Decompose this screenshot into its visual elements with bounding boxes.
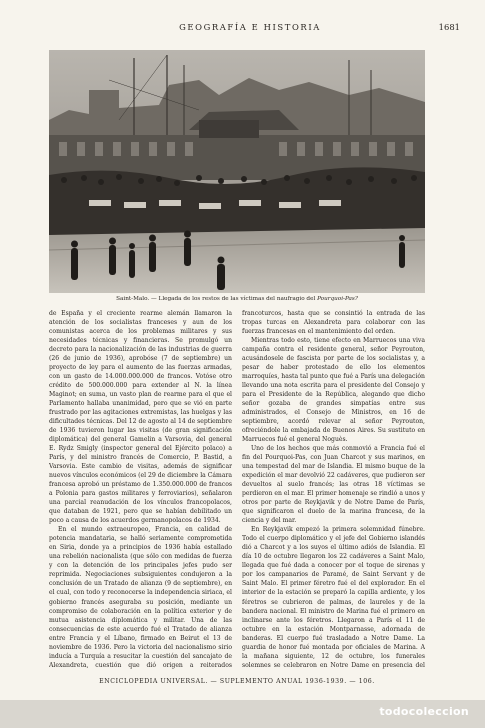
running-header (40, 22, 460, 34)
caption-text: Saint-Malo. — Llegada de los restos de las víctimas del naufragio del (116, 296, 318, 302)
paragraph: En el mundo extraeuropeo, Francia, en calidad de potencia mandataria, se halló seriamente comprometida en Siria, donde ya a principios de 1936 había estallado una rebelión nacionalista (que sólo con medidas de fuerza y con la detención de los principales jefes pudo ser reprimida. Negociaciones subsiguientes condujeron a la conclusión de un Tratado de alianza (9 de septiembre), en el cual, con todo y reconocerse la independencia siriaca, el gobierno francés aseguraba su posición, mediante un compromiso de colaboración en la política exterior y de mutua asistencia diplomática y militar. Una de las consecuencias de este acuerdo fué el Tratado de alianza entre Francia y el Líbano, firmado en Beirut el 13 de noviembre de 1936. Pero la victoria del nacionalismo sirio inducía a Turquía a resucitar la cuestión del sancajato de Alexandreta, cuestión que dió origen a reiterados (49, 526, 232, 669)
photograph (49, 50, 425, 293)
caption-ship-name: Pourquoi-Pas? (317, 296, 358, 302)
header-title: GEOGRAFÍA E HISTORIA (179, 22, 321, 32)
left-column (49, 309, 232, 671)
paragraph: En Reykjavik empezó la primera solemnidad fúnebre. Todo el cuerpo diplomático y el jefe del Gobierno islandés dió a Charcot y a los suyos el último adiós de Islandia. El día 10 de octubre llegaron los 22 cadáveres a Saint Malo, llegada que fué dada a conocer por el toque de sirenas y por los campanarios de Paramé, de Saint Servant y de Saint Malo. El primer féretro fué el del explorador. En el interior de la estación se preparó la capilla ardiente, y los féretros se cubrieron de palmas, de laureles y de la bandera nacional. El ministro de Marina fué el primero en inclinarse ante los féretros. Llegaron a París el 11 de octubre en la estación Montparnasse, adornada de banderas. El cuerpo fué trasladado a Notre Dame. La guardia de honor fué montada por oficiales de Marina. A la mañana siguiente, 12 de octubre, los funerales solemnes se celebraron en Notre Dame en presencia del (242, 526, 425, 669)
right-column (242, 309, 425, 671)
watermark-logo: todocoleccion (379, 705, 469, 718)
paragraph: Uno de los hechos que más conmovió a Francia fué el fin del Pourquoi-Pas, con Juan Charcot y sus marinos, en una tempestad del mar de Islandia. El mismo buque de la expedición el mar devolvió 22 cadáveres, que pudieron ser devueltos al suelo francés; las otras 18 víctimas se perdieron en el mar. El primer homenaje se rindió a unos y otros por parte de Reykjavik y de Notre Dame de París, que significaron el duelo de la marina francesa, de la ciencia y del mar. (242, 445, 425, 525)
article-body (49, 309, 425, 671)
page-footer: ENCICLOPEDIA UNIVERSAL. — SUPLEMENTO ANUAL 1936-1939. — 106. (99, 678, 375, 685)
paragraph: de España y el creciente rearme alemán llamaron la atención de los socialistas franceses y aun de los comunistas acerca de los problemas militares y sus necesidades técnicas y financieras. Se promulgó un decreto para la nacionalización de las industrias de guerra (26 de junio de 1936), aprobóse (7 de septiembre) un proyecto de ley para el aumento de las fuerzas armadas, con un gasto de 14.000.000.000 de francos. Votóse otro crédito de 500.000.000 para extender al N. la línea Maginot; en suma, un vasto plan de rearme para el que el Parlamento hallaba unanimidad, pero que se vió en parte frustrado por las agitaciones extremistas, las huelgas y las dificultades técnicas. Del 12 de agosto al 14 de septiembre de 1936 tuvieron lugar las visitas (de gran significación diplomática) del general Gamelin a Varsovia, del general E. Rydz Smigly (inspector general del Ejército polaco) a París, y del ministro francés de Comercio, P. Bastid, a Varsovia. Este cambio de visitas, además de significar nuevos vínculos económicos (el 29 de diciembre la Cámara francesa aprobó un préstamo de 1.350.000.000 de francos a Polonia para gastos militares y ferroviarios), señalaron una parcial reanudación de los vínculos francopolacos, que databan de 1921, pero que se habían debilitado un poco a causa de los acuerdos germanopolacos de 1934. (49, 310, 232, 525)
paragraph: Mientras todo esto, tiene efecto en Marruecos una viva campaña contra el residente general, señor Peyrouton, acusándosele de fascista por parte de los socialistas y, a pesar de haber protestado de ello los elementos marroquíes, hasta tal punto que fué a París una delegación llevando una nota escrita para el presidente del Consejo y para el Presidente de la República, alegando que dicho señor gozaba de grandes simpatías entre sus administrados, el Consejo de Ministros, en 16 de septiembre, acordó relevar al señor Peyrouton, ofreciéndole la embajada de Buenos Aires. Su sustituto en Marruecos fué el general Noguès. (242, 337, 425, 444)
paragraph: francoturcos, hasta que se consintió la entrada de las tropas turcas en Alexandreta para colaborar con las fuerzas francesas en el mantenimiento del orden. (242, 310, 425, 336)
page-number: 1681 (438, 22, 460, 32)
photo-caption (49, 296, 425, 302)
